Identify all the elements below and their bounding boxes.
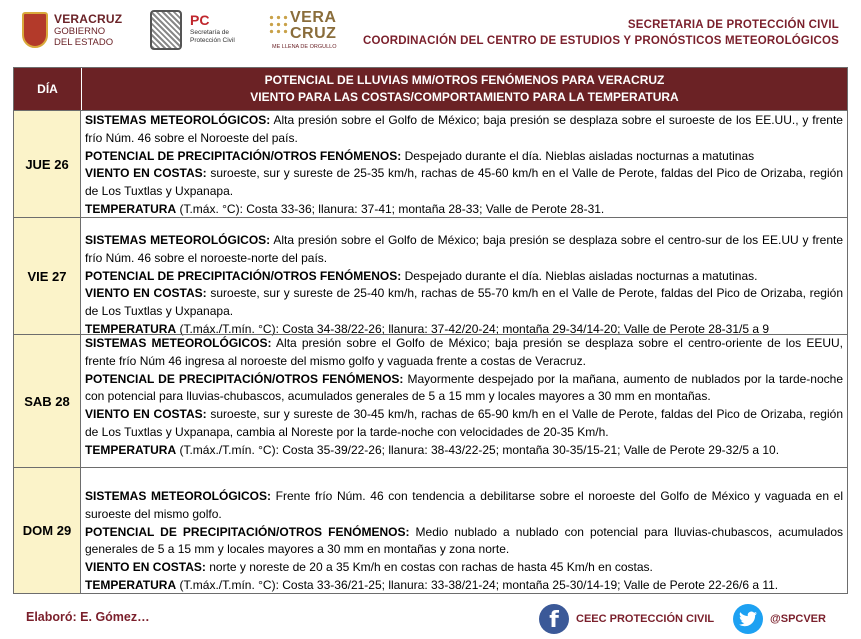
potencial-paragraph: POTENCIAL DE PRECIPITACIÓN/OTROS FENÓMENOS: Mayormente despejado por la mañana, aumento de nublados por la tarde-noche con potencial para lluvias-chubascos, acumulados generales de 5 a 15 mm y locales mayores a 30 mm en montañas. [85, 371, 843, 404]
veracruz-government-logo [22, 10, 132, 54]
day-cell: VIE 27 [14, 218, 81, 334]
page-header [0, 0, 861, 62]
institution-line-2: COORDINACIÓN DEL CENTRO DE ESTUDIOS Y PRONÓSTICOS METEOROLÓGICOS [362, 35, 839, 47]
dots-grid-icon [268, 14, 288, 34]
logo-pc-subtitle: Secretaría de Protección Civil [190, 29, 235, 44]
logo-pc-title: PC [190, 12, 210, 28]
seal-icon [150, 10, 182, 50]
temperatura-paragraph: TEMPERATURA (T.máx./T.mín. °C): Costa 33-36/21-25; llanura: 33-38/21-24; montaña 25-30/14-19; Valle de Perote 22-26/6 a 11. [85, 577, 779, 592]
twitter-icon[interactable] [733, 604, 763, 634]
forecast-cell [85, 488, 843, 595]
viento-paragraph: VIENTO EN COSTAS: suroeste, sur y sureste de 30-45 km/h, rachas de 65-90 km/h en el Valle de Perote, faldas del Pico de Orizaba, región de Los Tuxtlas y Uxpanapa, cambia al Noreste por la tarde-noche con velocidades de 20-35 Km/h. [85, 407, 843, 439]
table-row [14, 110, 847, 217]
proteccion-civil-logo [150, 10, 250, 54]
logo-veracruz-title: VERACRUZ [54, 12, 123, 26]
logo-veracruz-subtitle: GOBIERNO DEL ESTADO [54, 26, 114, 48]
viento-paragraph: VIENTO EN COSTAS: suroeste, sur y sureste de 25-35 km/h, rachas de 45-60 km/h en el Valle de Perote, faldas del Pico de Orizaba, región de Los Tuxtlas y Uxpanapa. [85, 166, 843, 199]
potencial-paragraph: POTENCIAL DE PRECIPITACIÓN/OTROS FENÓMENOS: Despejado durante el día. Nieblas aisladas nocturnas a matutinas. [85, 268, 758, 283]
logo-brand-text: VERA CRUZ [290, 9, 337, 42]
forecast-table [13, 67, 848, 594]
facebook-icon[interactable]: f [539, 604, 569, 634]
sistemas-paragraph: SISTEMAS METEOROLÓGICOS: Alta presión sobre el Golfo de México; baja presión se desplaza sobre el centro-oriente de los EEUU, frente frío Núm 46 ingresa al noroeste del mismo golfo y vaguada frente a costas de Veracruz. [85, 336, 843, 368]
sistemas-paragraph: SISTEMAS METEOROLÓGICOS: Alta presión sobre el Golfo de México; baja presión se desplaza sobre el centro-sur de los EE.UU y frente frío Núm. 46 sobre el noroeste-norte del país. [85, 233, 843, 265]
table-row [14, 467, 847, 593]
sistemas-paragraph: SISTEMAS METEOROLÓGICOS: Frente frío Núm. 46 con tendencia a debilitarse sobre el noroeste del Golfo de México y vaguada en el suroeste del mismo golfo. [85, 489, 843, 521]
author-credit: Elaboró: E. Gómez… [26, 610, 150, 624]
veracruz-shield-icon [22, 12, 48, 48]
viento-paragraph: VIENTO EN COSTAS: norte y noreste de 20 a 35 Km/h en costas con rachas de hasta 45 Km/h en costas. [85, 560, 653, 575]
veracruz-brand-logo [268, 10, 358, 54]
forecast-cell [85, 232, 843, 339]
day-cell: JUE 26 [14, 111, 81, 217]
forecast-cell [85, 112, 843, 219]
logo-brand-tagline: ME LLENA DE ORGULLO [272, 44, 337, 50]
day-cell: SAB 28 [14, 335, 81, 467]
temperatura-paragraph: TEMPERATURA (T.máx./T.mín. °C): Costa 34-38/22-26; llanura: 37-42/20-24; montaña 29-34/14-20; Valle de Perote 28-31/5 a 9 [85, 321, 770, 336]
table-row [14, 334, 847, 467]
institution-line-1: SECRETARIA DE PROTECCIÓN CIVIL [627, 19, 839, 31]
column-header-forecast: POTENCIAL DE LLUVIAS MM/OTROS FENÓMENOS PARA VERACRUZ VIENTO PARA LAS COSTAS/COMPORTAMIENTO PARA LA TEMPERATURA [81, 68, 847, 110]
table-row [14, 217, 847, 334]
potencial-paragraph: POTENCIAL DE PRECIPITACIÓN/OTROS FENÓMENOS: Despejado durante el día. Nieblas aisladas nocturnas a matutinas [85, 148, 755, 163]
viento-paragraph: VIENTO EN COSTAS: suroeste, sur y sureste de 25-40 km/h, rachas de 55-70 km/h en el Valle de Perote, faldas del Pico de Orizaba, región de Los Tuxtlas y Uxpanapa. [85, 286, 843, 319]
day-cell: DOM 29 [14, 468, 81, 593]
twitter-link[interactable]: @SPCVER [770, 613, 826, 625]
institution-heading [363, 17, 839, 49]
temperatura-paragraph: TEMPERATURA (T.máx. °C): Costa 33-36; llanura: 37-41; montaña 28-33; Valle de Perote 28-31. [85, 201, 605, 216]
sistemas-paragraph: SISTEMAS METEOROLÓGICOS: Alta presión sobre el Golfo de México; baja presión se desplaza sobre el suroeste de los EE.UU., y frente frío Núm. 46 sobre el Noroeste del país. [85, 113, 843, 145]
column-header-day: DÍA [14, 68, 81, 110]
potencial-paragraph: POTENCIAL DE PRECIPITACIÓN/OTROS FENÓMENOS: Medio nublado a nublado con potencial para lluvias-chubascos, acumulados generales de 5 a 15 mm y locales mayores a 30 mm en montañas y zona norte. [85, 524, 843, 557]
forecast-cell [85, 335, 843, 460]
facebook-link[interactable]: CEEC PROTECCIÓN CIVIL [576, 613, 715, 625]
temperatura-paragraph: TEMPERATURA (T.máx./T.mín. °C): Costa 35-39/22-26; llanura: 38-43/22-25; montaña 30-35/15-21; Valle de Perote 29-32/5 a 10. [85, 442, 780, 457]
